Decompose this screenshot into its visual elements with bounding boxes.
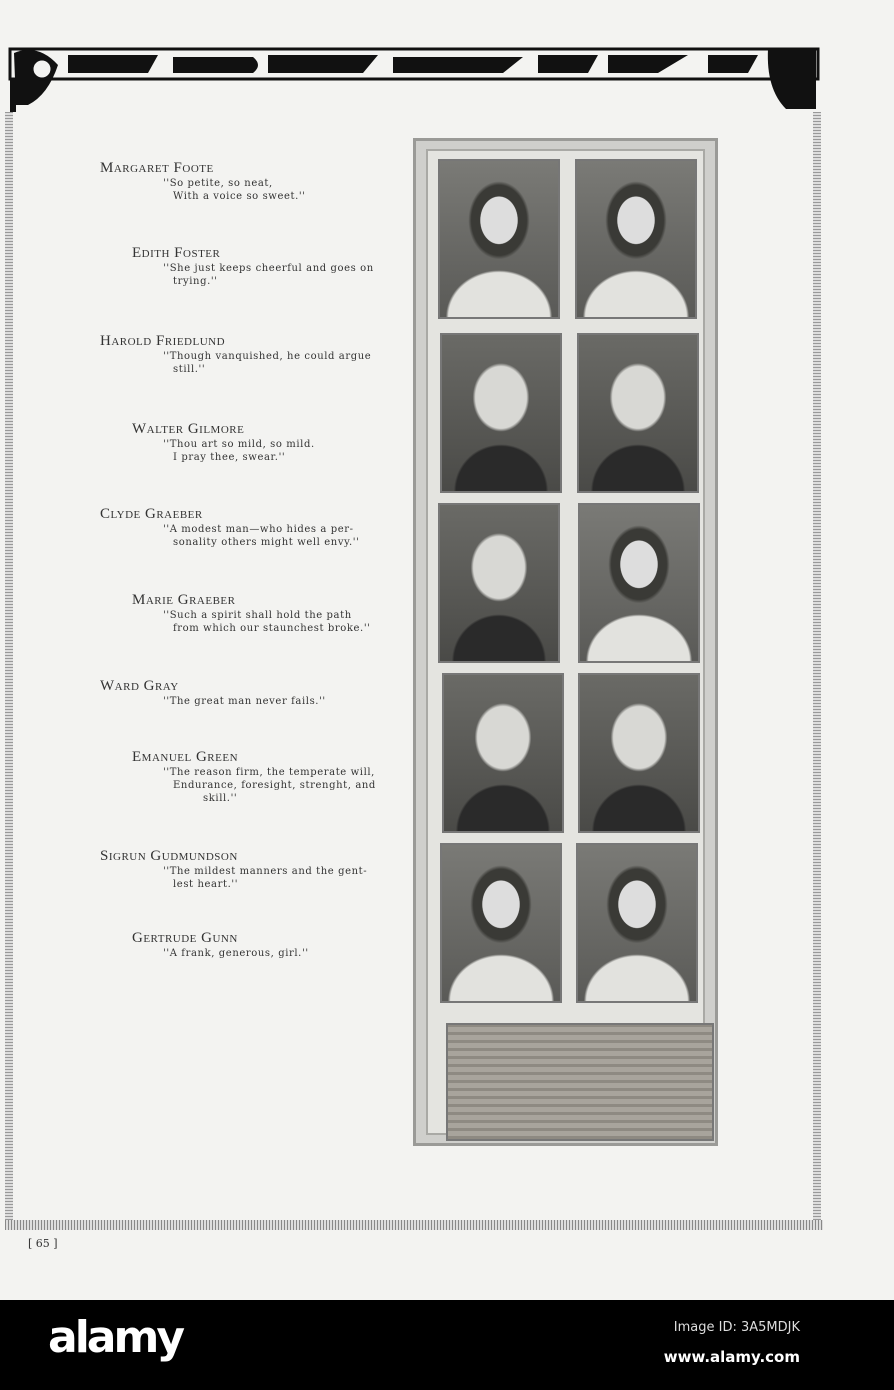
- decorative-illustration: [446, 1023, 714, 1141]
- portrait-photo: [575, 159, 697, 319]
- quote-line: skill.'': [203, 793, 238, 804]
- bottom-border: [5, 1220, 823, 1230]
- portrait-photo: [578, 673, 700, 833]
- quote-line: ''The great man never fails.'': [163, 696, 326, 707]
- student-entry: [100, 160, 400, 203]
- student-quote: [163, 523, 400, 549]
- student-quote: [163, 865, 400, 891]
- quote-line: trying.'': [173, 276, 218, 287]
- student-quote: [163, 177, 400, 203]
- portrait-photo: [440, 843, 562, 1003]
- quote-line: With a voice so sweet.'': [173, 191, 306, 202]
- quote-line: still.'': [173, 364, 206, 375]
- student-name: Harold Friedlund: [100, 333, 226, 349]
- quote-line: ''A frank, generous, girl.'': [163, 948, 309, 959]
- student-name: Edith Foster: [132, 245, 221, 261]
- student-quote: [163, 438, 432, 464]
- portrait-photo: [577, 333, 699, 493]
- student-name: Sigrun Gudmundson: [100, 848, 238, 864]
- quote-line: ''Such a spirit shall hold the path: [163, 610, 352, 621]
- quote-line: ''The mildest manners and the gent-: [163, 866, 368, 877]
- student-entry: [132, 421, 432, 464]
- quote-line: from which our staunchest broke.'': [173, 623, 371, 634]
- quote-line: Endurance, foresight, strenght, and: [173, 780, 376, 791]
- photo-panel-inner: [426, 149, 705, 1135]
- student-quote: [163, 695, 400, 708]
- student-name: Margaret Foote: [100, 160, 214, 176]
- right-border: [813, 112, 821, 1224]
- quote-line: ''Thou art so mild, so mild.: [163, 439, 315, 450]
- portrait-photo: [442, 673, 564, 833]
- student-entry: [100, 848, 400, 891]
- student-quote: [163, 609, 432, 635]
- student-entry: [132, 592, 432, 635]
- student-quote: [163, 262, 432, 288]
- image-id: Image ID: 3A5MDJK: [673, 1320, 800, 1335]
- student-name: Marie Graeber: [132, 592, 236, 608]
- portrait-photo: [438, 159, 560, 319]
- ornamental-header-banner: [8, 45, 820, 112]
- student-name: Emanuel Green: [132, 749, 239, 765]
- student-name: Gertrude Gunn: [132, 930, 238, 946]
- quote-line: ''So petite, so neat,: [163, 178, 273, 189]
- student-quote: [163, 766, 432, 805]
- quote-line: ''The reason firm, the temperate will,: [163, 767, 375, 778]
- student-entry: [100, 506, 400, 549]
- site-url: www.alamy.com: [663, 1348, 800, 1366]
- page-number: [ 65 ]: [28, 1237, 58, 1250]
- student-entry: [132, 749, 432, 805]
- student-name: Clyde Graeber: [100, 506, 203, 522]
- portrait-photo: [438, 503, 560, 663]
- portrait-photo: [578, 503, 700, 663]
- student-name: Ward Gray: [100, 678, 179, 694]
- student-entry: [132, 930, 432, 960]
- student-entry: [132, 245, 432, 288]
- student-entry: [100, 678, 400, 708]
- student-entry: [100, 333, 400, 376]
- quote-line: ''Though vanquished, he could argue: [163, 351, 372, 362]
- quote-line: lest heart.'': [173, 879, 239, 890]
- quote-line: I pray thee, swear.'': [173, 452, 286, 463]
- quote-line: ''A modest man—who hides a per-: [163, 524, 354, 535]
- portrait-photo: [440, 333, 562, 493]
- photo-panel: [413, 138, 718, 1146]
- quote-line: ''She just keeps cheerful and goes on: [163, 263, 374, 274]
- left-border: [5, 112, 13, 1224]
- alamy-logo: alamy: [48, 1312, 182, 1363]
- student-name: Walter Gilmore: [132, 421, 245, 437]
- quote-line: sonality others might well envy.'': [173, 537, 360, 548]
- student-quote: [163, 947, 432, 960]
- student-quote: [163, 350, 400, 376]
- portrait-photo: [576, 843, 698, 1003]
- watermark-bar: [0, 1300, 894, 1390]
